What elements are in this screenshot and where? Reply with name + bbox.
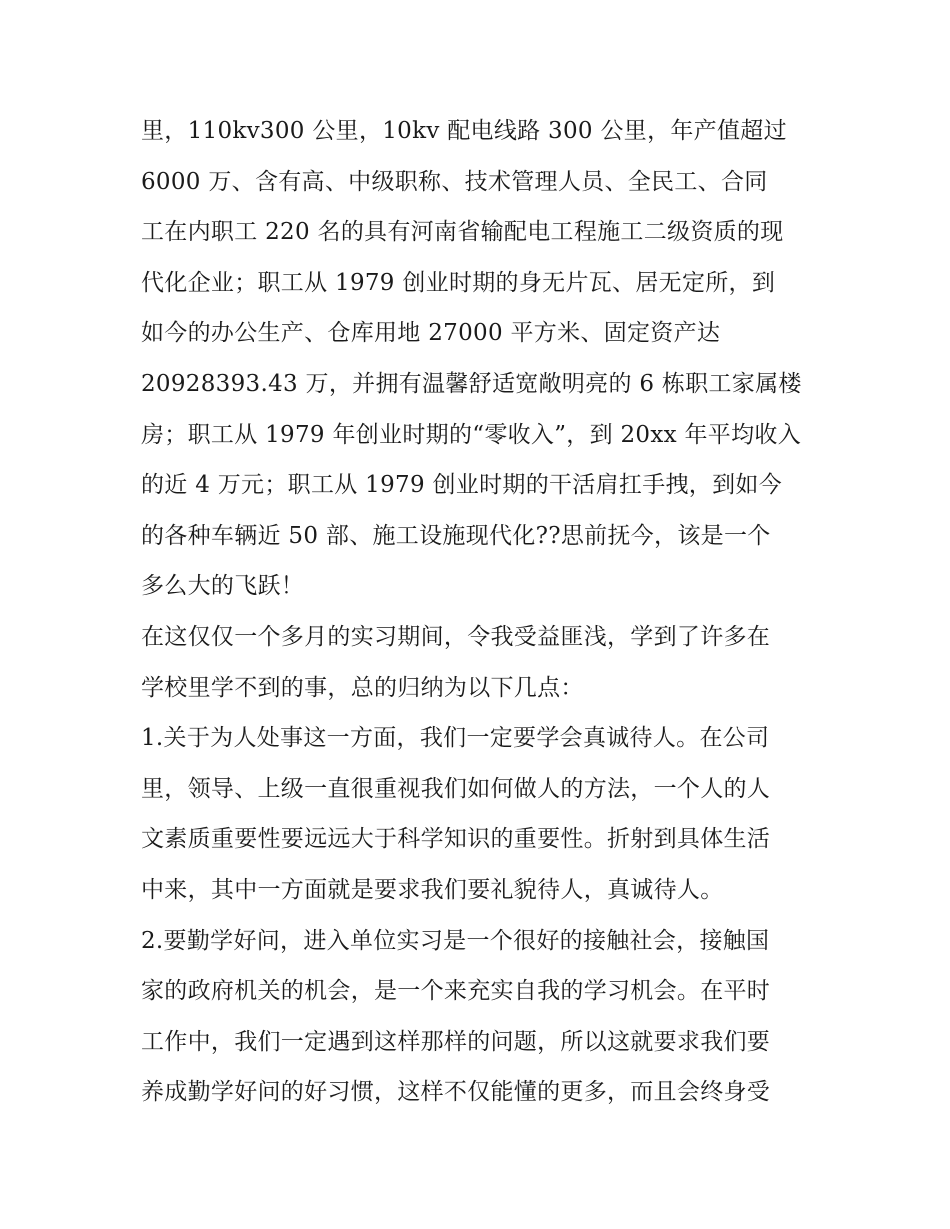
text-line: 学校里学不到的事，总的归纳为以下几点： [141,674,584,701]
text-line: 1.关于为人处事这一方面，我们一定要学会真诚待人。在公司 [141,725,770,752]
text-line: 文素质重要性要远远大于科学知识的重要性。折射到具体生活 [141,826,771,853]
text-line: 如今的办公生产、仓库用地 27000 平方米、固定资产达 [141,320,721,347]
text-line: 家的政府机关的机会，是一个来充实自我的学习机会。在平时 [141,978,771,1005]
text-line: 工在内职工 220 名的具有河南省输配电工程施工二级资质的现 [141,219,784,246]
text-line: 的近 4 万元；职工从 1979 创业时期的干活肩扛手拽，到如今 [141,472,783,499]
text-line: 中来，其中一方面就是要求我们要礼貌待人，真诚待人。 [141,876,724,903]
text-line: 养成勤学好问的好习惯，这样不仅能懂的更多，而且会终身受 [141,1079,771,1106]
text-line: 里，领导、上级一直很重视我们如何做人的方法，一个人的人 [141,775,771,802]
text-line: 20928393.43 万，并拥有温馨舒适宽敞明亮的 6 栋职工家属楼 [141,370,802,397]
body-text [141,106,821,1118]
text-line: 里，110kv300 公里，10kv 配电线路 300 公里，年产值超过 [141,118,787,144]
text-line: 工作中，我们一定遇到这样那样的问题，所以这就要求我们要 [141,1028,771,1055]
text-line: 在这仅仅一个多月的实习期间，令我受益匪浅，学到了许多在 [141,623,771,650]
text-line: 多么大的飞跃！ [141,573,305,600]
text-line: 6000 万、含有高、中级职称、技术管理人员、全民工、合同 [141,168,768,195]
text-line: 代化企业；职工从 1979 创业时期的身无片瓦、居无定所，到 [141,269,776,296]
text-line: 房；职工从 1979 年创业时期的“零收入”，到 20xx 年平均收入 [141,421,802,448]
text-line: 的各种车辆近 50 部、施工设施现代化??思前抚今，该是一个 [141,522,771,549]
text-line: 2.要勤学好问，进入单位实习是一个很好的接触社会，接触国 [141,927,770,954]
